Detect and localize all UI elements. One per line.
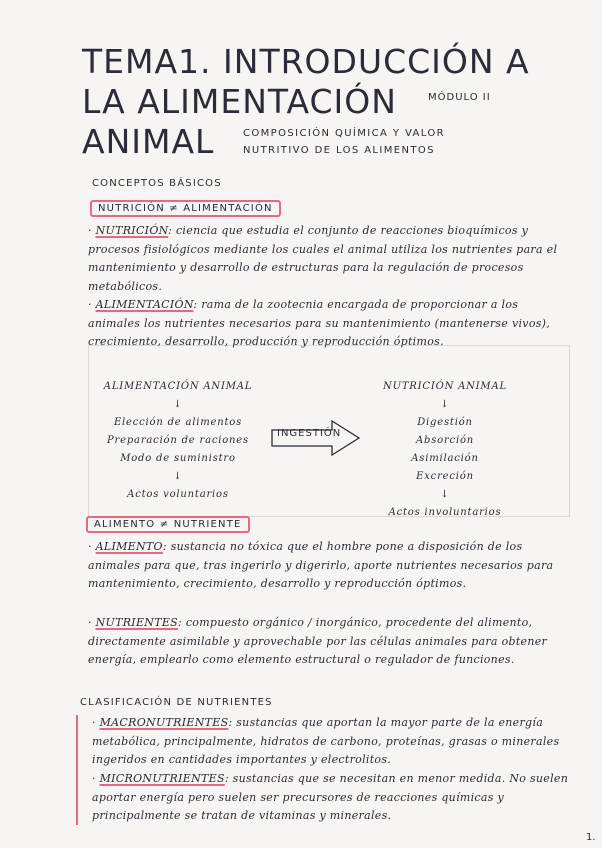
left-item: Modo de suministro bbox=[120, 453, 236, 464]
alimentacion-text: : rama de la zootecnia encargada de proporcionar a los animales los nutrientes necesarios para su mantenimiento (mantenerse vivos), crecimiento, desarrollo, producción y reproducción óptimos. bbox=[88, 298, 551, 348]
right-title: NUTRICIÓN ANIMAL bbox=[383, 381, 507, 392]
left-title: ALIMENTACIÓN ANIMAL bbox=[103, 381, 253, 392]
alimentacion-term: ALIMENTACIÓN bbox=[95, 298, 194, 311]
subtitle-line-2: NUTRITIVO DE LOS ALIMENTOS bbox=[243, 145, 435, 156]
down-arrow-icon: ↓ bbox=[440, 399, 450, 410]
micronutrientes-definition: · MICRONUTRIENTES: sustancias que se necesitan en menor medida. No suelen aportar energía pero suelen ser precursores de reacciones químicas y principalmente se tratan de vitaminas y minerales. bbox=[92, 772, 569, 822]
title-line-2: LA ALIMENTACIÓN bbox=[82, 82, 397, 121]
micronutrientes-text: : sustancias que se necesitan en menor medida. No suelen aportar energía pero suelen ser precursores de reacciones químicas y principalmente se tratan de vitaminas y minerales. bbox=[92, 772, 569, 822]
ingestion-label: INGESTIÓN bbox=[277, 428, 342, 439]
left-item: Preparación de raciones bbox=[107, 435, 249, 446]
page-number: 1. bbox=[586, 832, 596, 843]
down-arrow-icon: ↓ bbox=[173, 471, 183, 482]
macronutrientes-term: MACRONUTRIENTES bbox=[99, 716, 229, 729]
right-item: Absorción bbox=[415, 435, 474, 446]
title-line-1: TEMA1. INTRODUCCIÓN A bbox=[82, 42, 530, 81]
diagram-right-column bbox=[370, 378, 520, 522]
modulo-label: MÓDULO II bbox=[428, 92, 491, 103]
alimento-text: : sustancia no tóxica que el hombre pone a disposición de los animales para que, tras ingerirlo y digerirlo, aporte nutrientes necesarios para mantenimiento, crecimiento, desarrollo y reproducción óptimos. bbox=[88, 540, 554, 590]
down-arrow-icon: ↓ bbox=[440, 489, 450, 500]
alimento-definition: · ALIMENTO: sustancia no tóxica que el hombre pone a disposición de los animales para que, tras ingerirlo y digerirlo, aporte nutrientes necesarios para mantenimiento, crecimiento, desarrollo y reproducción óptimos. bbox=[88, 540, 554, 590]
right-item: Asimilación bbox=[411, 453, 479, 464]
alimentacion-definition: · ALIMENTACIÓN: rama de la zootecnia encargada de proporcionar a los animales los nutrientes necesarios para su mantenimiento (mantenerse vivos), crecimiento, desarrollo, producción y reproducción óptimos. bbox=[88, 298, 551, 348]
title-line-3: ANIMAL bbox=[82, 122, 215, 161]
alimento-vs-nutriente-box: ALIMENTO ≠ NUTRIENTE bbox=[86, 516, 250, 533]
nutrientes-definition: · NUTRIENTES: compuesto orgánico / inorgánico, procedente del alimento, directamente asimilable y aprovechable por las células animales para obtener energía, emplearlo como elemento estructural o regulador de funciones. bbox=[88, 616, 548, 666]
right-item: Excreción bbox=[416, 471, 474, 482]
nutrientes-text: : compuesto orgánico / inorgánico, procedente del alimento, directamente asimilable y aprovechable por las células animales para obtener energía, emplearlo como elemento estructural o regulador de funciones. bbox=[88, 616, 548, 666]
nutricion-vs-alimentacion-box: NUTRICIÓN ≠ ALIMENTACIÓN bbox=[90, 200, 281, 217]
nutricion-definition: · NUTRICIÓN: ciencia que estudia el conjunto de reacciones bioquímicos y procesos fisiológicos mediante los cuales el animal utiliza los nutrientes para el mantenimiento y desarrollo de estructuras para la regulación de procesos metabólicos. bbox=[88, 224, 558, 293]
conceptos-heading: CONCEPTOS BÁSICOS bbox=[92, 178, 222, 189]
nutricion-text: : ciencia que estudia el conjunto de reacciones bioquímicos y procesos fisiológicos mediante los cuales el animal utiliza los nutrientes para el mantenimiento y desarrollo de estructuras para la regulación de procesos metabólicos. bbox=[88, 224, 558, 293]
nutricion-term: NUTRICIÓN bbox=[95, 224, 169, 237]
subtitle-line-1: COMPOSICIÓN QUÍMICA Y VALOR bbox=[243, 128, 446, 139]
nutrientes-term: NUTRIENTES bbox=[95, 616, 179, 629]
right-item: Digestión bbox=[417, 417, 473, 428]
clasificacion-heading: CLASIFICACIÓN DE NUTRIENTES bbox=[80, 697, 273, 708]
right-bottom: Actos involuntarios bbox=[388, 507, 502, 518]
micronutrientes-term: MICRONUTRIENTES bbox=[99, 772, 225, 785]
alimento-term: ALIMENTO bbox=[95, 540, 163, 553]
macronutrientes-text: : sustancias que aportan la mayor parte de la energía metabólica, principalmente, hidratos de carbono, proteínas, grasas o minerales ingeridos en cantidades importantes y electrolitos. bbox=[92, 716, 560, 766]
macronutrientes-definition: · MACRONUTRIENTES: sustancias que aportan la mayor parte de la energía metabólica, principalmente, hidratos de carbono, proteínas, grasas o minerales ingeridos en cantidades importantes y electrolitos. bbox=[92, 716, 560, 766]
down-arrow-icon: ↓ bbox=[173, 399, 183, 410]
left-item: Elección de alimentos bbox=[113, 417, 243, 428]
clasificacion-margin-bar bbox=[76, 715, 78, 825]
diagram-left-column bbox=[98, 378, 258, 504]
left-bottom: Actos voluntarios bbox=[127, 489, 229, 500]
